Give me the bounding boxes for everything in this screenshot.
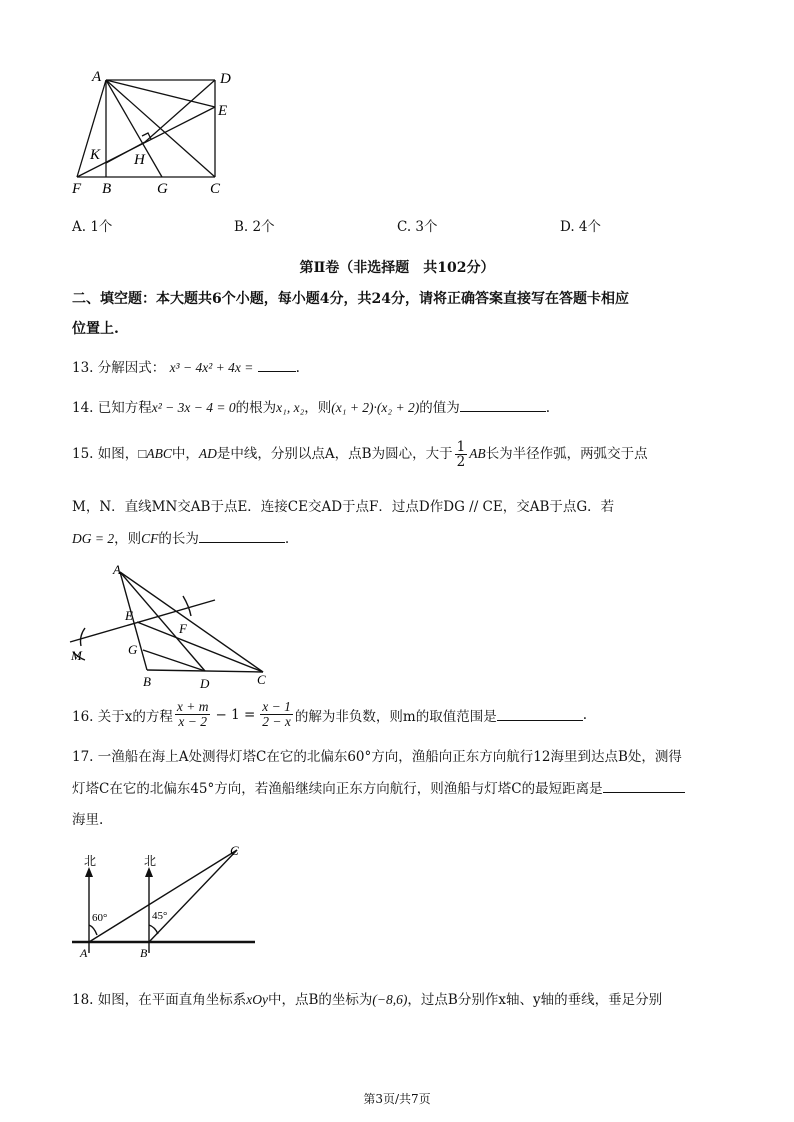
label-C: C <box>230 845 239 858</box>
q16-f2-den: 2 − x <box>262 714 291 729</box>
label-D: D <box>220 71 231 87</box>
q17-line2-text: 灯塔C在它的北偏东45°方向，若渔船继续向正东方向航行，则渔船与灯塔C的最短距离是 <box>72 781 603 797</box>
q15-text-3c: 的长为 <box>158 531 199 547</box>
section2-heading-line1: 二、填空题：本大题共6个小题，每小题4分，共24分，请将正确答案直接写在答题卡相应 <box>72 291 629 307</box>
q16-fraction-2 <box>260 700 293 729</box>
q14-roots: x₁, x₂ <box>276 400 305 415</box>
q14-answer-blank[interactable] <box>460 399 546 412</box>
page-footer: 第3页/共7页 <box>363 1092 431 1106</box>
label-K: K <box>90 147 101 163</box>
q14-mid2: ，则 <box>304 400 332 416</box>
q15-cf: CF <box>141 531 159 546</box>
label-E: E <box>125 608 133 623</box>
question-15-line1 <box>72 440 648 469</box>
label-C: C <box>257 672 266 687</box>
label-G: G <box>157 181 168 197</box>
q18-post: ，过点B分别作x轴、y轴的垂线，垂足分别 <box>407 992 663 1008</box>
q15-pre: 15. 如图， <box>72 446 139 462</box>
label-A: A <box>92 69 102 85</box>
question-13: 13. 分解因式： x³ − 4x² + 4x = . <box>72 360 300 376</box>
label-F: F <box>179 621 187 636</box>
q13-expression: x³ − 4x² + 4x = <box>169 360 254 375</box>
figure-triangle-abc <box>65 562 280 692</box>
q15-answer-blank[interactable] <box>199 530 285 543</box>
q15-frac-den: 2 <box>456 454 466 470</box>
label-C: C <box>210 181 221 197</box>
question-15-line3: DG = 2，则CF的长为 . <box>72 531 290 547</box>
q18-pre: 18. 如图，在平面直角坐标系 <box>72 992 247 1008</box>
q15-text-3b: ，则 <box>114 531 142 547</box>
q17-answer-blank[interactable] <box>603 780 685 793</box>
label-angle-60: 60° <box>92 912 108 924</box>
label-north-2: 北 <box>144 854 157 868</box>
label-north-1: 北 <box>84 854 97 868</box>
q18-coordinate: (−8,6) <box>372 992 408 1007</box>
q15-ad: AD <box>198 446 217 461</box>
question-14: 14. 已知方程x² − 3x − 4 = 0的根为x₁, x₂，则(x₁ + 2)·(x₂ + 2)的值为 . <box>72 400 551 416</box>
q15-frac-num: 1 <box>456 439 466 455</box>
section2-heading-line2: 位置上. <box>72 321 119 337</box>
q15-triangle: □ABC <box>138 446 172 461</box>
q13-answer-blank[interactable] <box>258 359 296 372</box>
q16-f1-den: x − 2 <box>178 714 207 729</box>
question-17-line2 <box>72 777 685 797</box>
question-18 <box>72 988 662 1008</box>
label-E: E <box>218 103 228 119</box>
q15-dg: DG = 2 <box>72 531 115 546</box>
q15-fraction <box>455 440 468 469</box>
figure-rectangle-abcd <box>60 65 250 200</box>
q16-post: 的解为非负数，则m的取值范围是 <box>294 708 497 725</box>
label-D: D <box>200 676 210 691</box>
label-G: G <box>128 642 138 657</box>
label-angle-45: 45° <box>152 910 168 922</box>
q14-pre: 14. 已知方程 <box>72 400 152 416</box>
q15-text-d: 长为半径作弧，两弧交于点 <box>485 446 648 462</box>
label-A: A <box>113 562 121 577</box>
label-B: B <box>143 674 151 689</box>
label-B: B <box>102 181 112 197</box>
label-H: H <box>134 152 145 168</box>
figure-navigation <box>70 845 260 960</box>
label-F: F <box>72 181 82 197</box>
q15-text-c: 是中线，分别以点A，点B为圆心，大于 <box>216 446 453 462</box>
label-A: A <box>80 946 88 960</box>
label-M: M <box>71 648 82 663</box>
q12-option-d: D. 4个 <box>560 219 602 235</box>
q12-option-c: C. 3个 <box>397 219 438 235</box>
q14-post: 的值为 <box>419 400 460 416</box>
q14-equation: x² − 3x − 4 = 0 <box>151 400 236 415</box>
q18-mid: 中，点B的坐标为 <box>268 992 373 1008</box>
question-17-line3: 海里. <box>72 812 104 828</box>
q14-expression: (x₁ + 2)·(x₂ + 2) <box>331 400 420 415</box>
q16-f2-num: x − 1 <box>262 699 291 714</box>
question-15-line2: M，N．直线MN交AB于点E．连接CE交AD于点F．过点D作DG // CE，交AB于点G．若 <box>72 499 615 515</box>
q18-xoy: xOy <box>246 992 268 1007</box>
q15-text-b: 中， <box>171 446 199 462</box>
part2-title: 第Ⅱ卷（非选择题 共102分） <box>299 260 495 276</box>
q16-fraction-1 <box>175 700 211 729</box>
q16-minus1: − 1 = <box>215 706 256 723</box>
q15-ab: AB <box>469 446 486 461</box>
q14-mid: 的根为 <box>235 400 277 416</box>
q16-answer-blank[interactable] <box>497 708 583 721</box>
q12-option-a: A. 1个 <box>72 219 113 235</box>
label-B: B <box>140 946 148 960</box>
question-16: 16. 关于x的方程 $\frac{x + m}{x - 2}$ − 1 = $\frac{x - 1}{2 - x}$ 的解为非负数，则m的取值范围是 . <box>72 699 587 729</box>
q16-f1-num: x + m <box>176 699 209 714</box>
q13-number: 13. 分解因式： <box>72 360 166 376</box>
question-17-line1: 17. 一渔船在海上A处测得灯塔C在它的北偏东60°方向，渔船向正东方向航行12海里到达点B处，测得 <box>72 749 682 765</box>
q12-option-b: B. 2个 <box>234 219 275 235</box>
q16-pre: 16. 关于x的方程 <box>72 708 173 725</box>
